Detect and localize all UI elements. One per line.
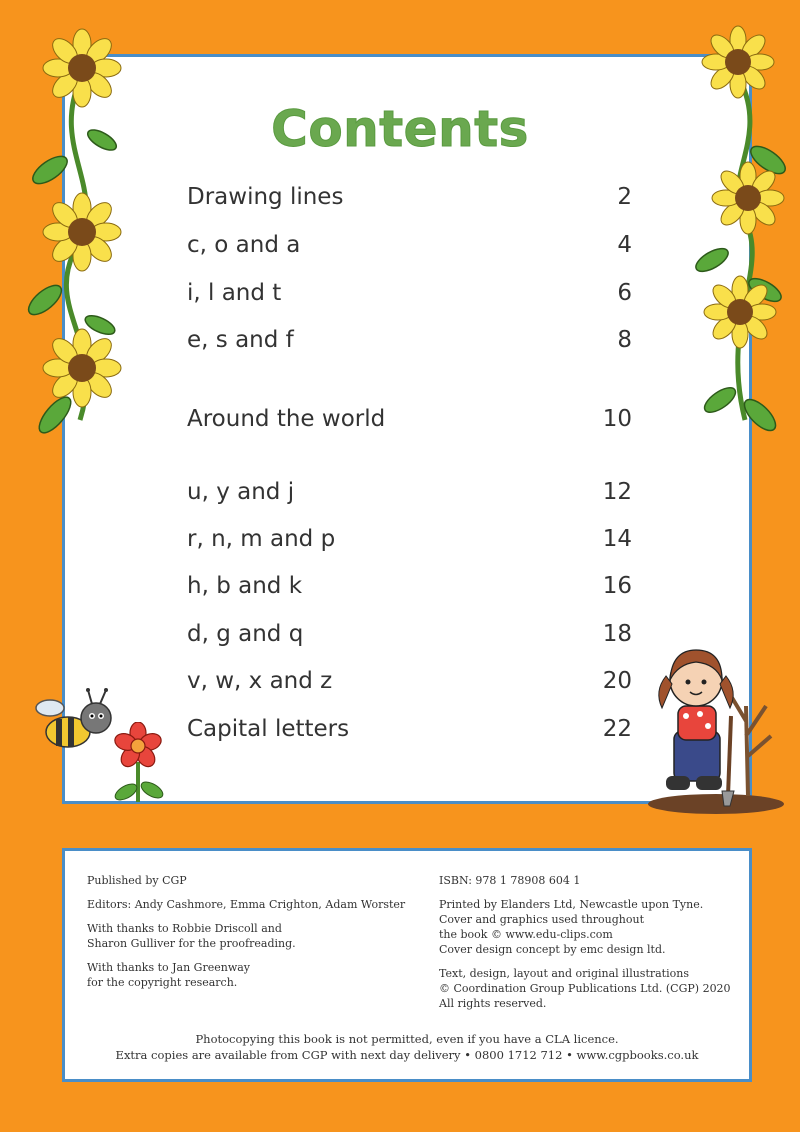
toc-label: i, l and t [187,280,282,306]
credits-footer [65,1031,749,1063]
toc-label: e, s and f [187,327,294,353]
editors-text: Editors: Andy Cashmore, Emma Crighton, Adam Worster [87,898,406,911]
toc-page: 18 [602,621,632,647]
credits-panel [62,848,752,1082]
toc-label: d, g and q [187,621,304,647]
toc-label: u, y and j [187,479,295,505]
toc-label: Capital letters [187,716,350,742]
toc-label: Around the world [187,406,386,432]
toc-row [187,567,632,607]
toc-row [187,274,632,314]
toc-label: r, n, m and p [187,526,336,552]
toc-page: 20 [602,668,632,694]
bee-icon [28,686,118,766]
copyright-text: Text, design, layout and original illustrations © Coordination Group Publications Ltd. (CGP) 2020 All rights reserved. [439,967,731,1010]
toc-row [187,400,632,440]
isbn-text: ISBN: 978 1 78908 604 1 [439,874,581,887]
page-title: Contents [271,100,529,158]
toc-page: 8 [617,327,632,353]
toc-page: 4 [617,232,632,258]
toc-row [187,662,632,702]
toc-label: c, o and a [187,232,301,258]
toc-label: h, b and k [187,573,303,599]
toc-page: 10 [602,406,632,432]
toc-page: 6 [617,280,632,306]
toc-row [187,321,632,361]
toc-page: 16 [602,573,632,599]
toc-page: 12 [602,479,632,505]
printer-text: Printed by Elanders Ltd, Newcastle upon Tyne. Cover and graphics used throughout the book © www.edu-clips.com Cover design concept by emc design ltd. [439,898,704,956]
proofreading-thanks-text: With thanks to Robbie Driscoll and Sharon Gulliver for the proofreading. [87,922,296,950]
toc-label: v, w, x and z [187,668,333,694]
extra-copies-notice: Extra copies are available from CGP with next day delivery • 0800 1712 712 • www.cgpbooks.co.uk [115,1048,699,1062]
toc-label: Drawing lines [187,184,344,210]
toc-row [187,520,632,560]
red-flower-icon [108,722,168,807]
toc-page: 22 [602,716,632,742]
toc-row [187,615,632,655]
copyright-research-thanks-text: With thanks to Jan Greenway for the copyright research. [87,961,251,989]
sunflower-vine-icon [20,20,130,440]
toc-row [187,178,632,218]
photocopy-notice: Photocopying this book is not permitted, even if you have a CLA licence. [195,1032,619,1046]
toc-row [187,226,632,266]
toc-row [187,710,632,750]
toc-page: 2 [617,184,632,210]
toc-page: 14 [602,526,632,552]
credits-right-column [439,873,749,1020]
girl-planting-tree-icon [636,636,786,816]
sunflower-vine-icon [690,20,790,440]
publisher-text: Published by CGP [87,874,187,887]
toc-row [187,473,632,513]
credits-left-column [87,873,417,999]
